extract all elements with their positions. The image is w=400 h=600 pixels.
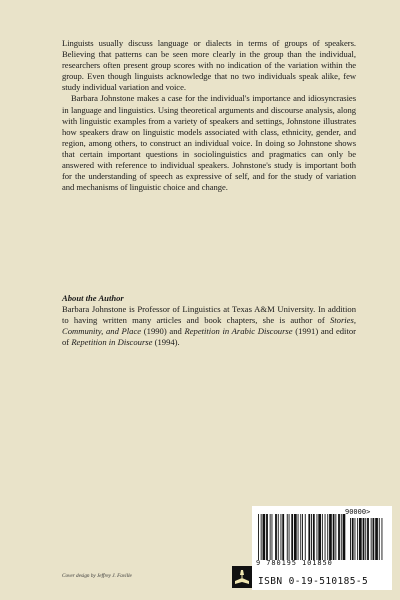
ean-barcode [258,514,345,560]
barcode-bar [258,514,259,560]
about-text-a: Barbara Johnstone is Professor of Linguistics at Texas A&M University. In addition to having written many articles and book chapters, she is author of [62,304,356,326]
about-text-c: (1991) and editor of [62,326,356,348]
price-barcode-bar [357,518,358,560]
price-barcode-bar [367,518,369,560]
price-barcode-bar [373,518,375,560]
price-barcode-bar [359,518,362,560]
barcode-bar [282,514,284,560]
barcode-bar [317,514,318,560]
about-text-b: (1990) and [141,326,185,337]
barcode-bar [305,514,306,560]
barcode-bar [327,514,328,560]
barcode-bar [294,514,297,560]
barcode-bar [278,514,279,560]
blurb-paragraph-2: Barbara Johnstone makes a case for the individual's importance and idiosyncrasies in language and linguistics. Using theoretical arguments and discourse analysis, along with linguistic examples from a variety of speakers and settings, Johnstone illustrates how speakers draw on linguistic models associated with class, ethnicity, gender, and region, among others, to construct an individual voice. In doing so Johnstone shows that certain important questions in sociolinguistics and pragmatics can only be answered with reference to individual speakers. Johnstone's study is important both for the understanding of speech as expressive of self, and for the study of variation and mechanisms of linguistic choice and change. [62,93,356,193]
publisher-logo-icon [232,566,252,588]
price-barcode-bar [350,518,351,560]
barcode-bar [266,514,268,560]
price-barcode [350,518,382,560]
price-barcode-bar [355,518,356,560]
barcode-bar [298,514,299,560]
barcode-bar [333,514,335,560]
about-the-author [62,293,356,348]
barcode-bar [311,514,312,560]
barcode-bar [302,514,303,560]
price-code: 90000> [345,508,371,516]
price-barcode-bar [375,518,378,560]
blurb-paragraph-1: Linguists usually discuss language or dialects in terms of groups of speakers. Believing that patterns can be seen more clearly in the group than the individual, researchers often present group scores with no indication of the variation within the group. Even though linguists acknowledge that no two individuals speak alike, few study individual variation and voice. [62,38,356,93]
barcode-bar [287,514,288,560]
book-lamp-icon [232,566,252,588]
barcode-bar [335,514,336,560]
barcode-bar [338,514,340,560]
barcode-bar [300,514,301,560]
barcode-bar [281,514,282,560]
about-heading: About the Author [62,293,124,303]
about-book-title-1: Stories, Community, and Place [62,315,356,337]
barcode-bar [329,514,332,560]
about-book-title-3: Repetition in Discourse [71,337,153,348]
barcode-bar [343,514,346,560]
ean-number: 9 780195 101850 [256,559,333,567]
barcode-bar [263,514,266,560]
barcode-bar [275,514,277,560]
barcode-bar [291,514,293,560]
barcode-bar [272,514,273,560]
barcode-bar [325,514,326,560]
price-barcode-bar [382,518,383,560]
price-barcode-bar [365,518,366,560]
barcode-bar [289,514,290,560]
cover-design-credit: Cover design by Jeffrey J. Faville [62,573,132,579]
barcode-bar [318,514,321,560]
price-barcode-bar [379,518,380,560]
barcode-bar [261,514,262,560]
cover-blurb [62,38,356,193]
price-barcode-bar [371,518,372,560]
barcode-bar [270,514,271,560]
about-text-d: (1994). [152,337,180,348]
price-barcode-bar [352,518,354,560]
barcode-bar [322,514,323,560]
barcode-bar [308,514,310,560]
price-barcode-bar [363,518,365,560]
about-book-title-2: Repetition in Arabic Discourse [184,326,293,337]
barcode-bar [313,514,315,560]
barcode-bar [341,514,342,560]
isbn-number: ISBN 0-19-510185-5 [258,576,369,587]
